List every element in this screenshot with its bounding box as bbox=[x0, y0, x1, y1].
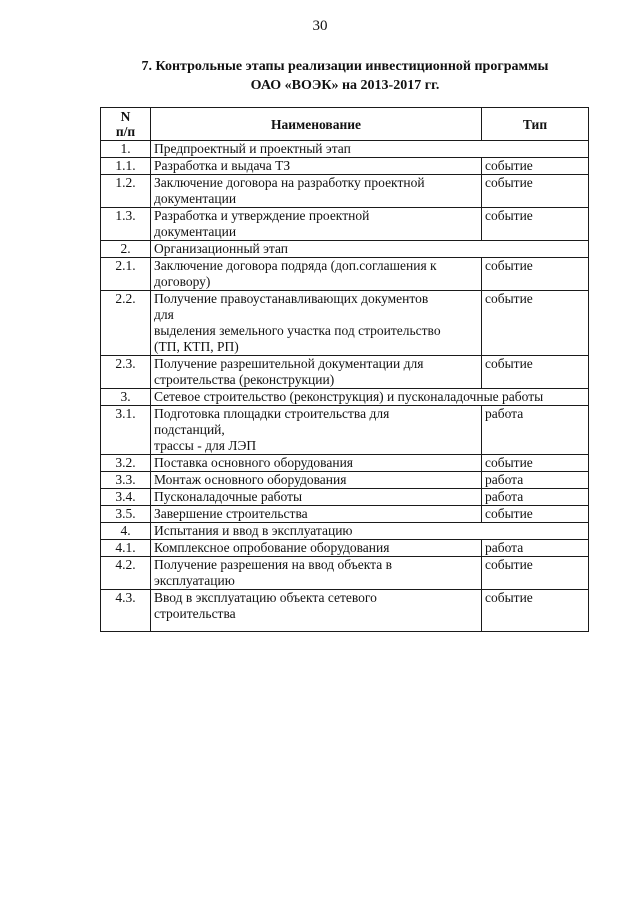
row-name-line: Организационный этап bbox=[154, 241, 289, 256]
row-type: событие bbox=[482, 356, 589, 389]
row-number: 3. bbox=[101, 389, 151, 406]
table-row bbox=[101, 208, 589, 241]
header-number-line-1: N bbox=[120, 109, 131, 124]
row-type: работа bbox=[482, 406, 589, 455]
row-type: событие bbox=[482, 175, 589, 208]
row-number: 4.2. bbox=[101, 557, 151, 590]
row-name bbox=[151, 489, 482, 506]
row-number: 3.4. bbox=[101, 489, 151, 506]
row-number: 4.3. bbox=[101, 590, 151, 632]
row-name bbox=[151, 241, 589, 258]
row-name-line: подстанций, bbox=[154, 422, 225, 437]
row-name bbox=[151, 590, 482, 632]
header-number-line-2: п/п bbox=[115, 124, 136, 139]
row-name-line: Получение правоустанавливающих документов bbox=[154, 291, 429, 306]
row-name bbox=[151, 208, 482, 241]
page-number: 30 bbox=[312, 18, 328, 34]
row-name bbox=[151, 455, 482, 472]
row-name-line: Разработка и выдача ТЗ bbox=[154, 158, 291, 173]
row-type: событие bbox=[482, 455, 589, 472]
row-name bbox=[151, 175, 482, 208]
row-name-line: для bbox=[154, 307, 174, 322]
row-name bbox=[151, 356, 482, 389]
row-number: 1. bbox=[101, 141, 151, 158]
row-type: событие bbox=[482, 291, 589, 356]
table-row bbox=[101, 489, 589, 506]
row-name-line: Завершение строительства bbox=[154, 506, 308, 521]
row-number: 3.1. bbox=[101, 406, 151, 455]
row-name bbox=[151, 523, 589, 540]
table-row bbox=[101, 523, 589, 540]
row-number: 2. bbox=[101, 241, 151, 258]
row-number: 2.1. bbox=[101, 258, 151, 291]
row-name bbox=[151, 258, 482, 291]
stages-table bbox=[100, 107, 589, 632]
row-number: 3.2. bbox=[101, 455, 151, 472]
row-name-line: Монтаж основного оборудования bbox=[154, 472, 347, 487]
row-name bbox=[151, 472, 482, 489]
row-name bbox=[151, 406, 482, 455]
table-row bbox=[101, 557, 589, 590]
table-row bbox=[101, 175, 589, 208]
row-name-line: выделения земельного участка под строительство bbox=[154, 323, 441, 338]
row-name bbox=[151, 506, 482, 523]
table-row bbox=[101, 540, 589, 557]
row-number: 3.3. bbox=[101, 472, 151, 489]
header-type: Тип bbox=[482, 108, 589, 141]
row-name bbox=[151, 141, 589, 158]
table-row bbox=[101, 356, 589, 389]
row-number: 3.5. bbox=[101, 506, 151, 523]
row-name-line: строительства (реконструкции) bbox=[154, 372, 335, 387]
row-number: 1.3. bbox=[101, 208, 151, 241]
row-name-line: Заключение договора подряда (доп.соглашения к bbox=[154, 258, 437, 273]
title-line-2: ОАО «ВОЭК» на 2013-2017 гг. bbox=[250, 78, 440, 93]
row-name bbox=[151, 557, 482, 590]
row-name-line: Пусконаладочные работы bbox=[154, 489, 303, 504]
table-row bbox=[101, 158, 589, 175]
table-row bbox=[101, 258, 589, 291]
row-name-line: документации bbox=[154, 191, 237, 206]
row-type: событие bbox=[482, 208, 589, 241]
row-number: 4. bbox=[101, 523, 151, 540]
title-line-1: 7. Контрольные этапы реализации инвестиционной программы bbox=[141, 59, 549, 74]
row-type: событие bbox=[482, 590, 589, 632]
row-name bbox=[151, 291, 482, 356]
table-header-row bbox=[101, 108, 589, 141]
table-row bbox=[101, 241, 589, 258]
row-name bbox=[151, 389, 589, 406]
table-row bbox=[101, 590, 589, 632]
row-name bbox=[151, 540, 482, 557]
row-number: 2.2. bbox=[101, 291, 151, 356]
row-type: работа bbox=[482, 540, 589, 557]
row-name-line: Заключение договора на разработку проектной bbox=[154, 175, 425, 190]
row-number: 4.1. bbox=[101, 540, 151, 557]
table-row bbox=[101, 406, 589, 455]
row-name-line: Ввод в эксплуатацию объекта сетевого bbox=[154, 590, 377, 605]
row-name-line: трассы - для ЛЭП bbox=[154, 438, 257, 453]
row-name-line: Предпроектный и проектный этап bbox=[154, 141, 351, 156]
row-type: событие bbox=[482, 258, 589, 291]
page-title bbox=[100, 57, 590, 95]
table-body bbox=[101, 141, 589, 632]
row-type: событие bbox=[482, 557, 589, 590]
table-row bbox=[101, 291, 589, 356]
table-row bbox=[101, 389, 589, 406]
table-row bbox=[101, 141, 589, 158]
row-name-line: (ТП, КТП, РП) bbox=[154, 339, 239, 354]
row-name-line: Комплексное опробование оборудования bbox=[154, 540, 390, 555]
table-row bbox=[101, 472, 589, 489]
row-name-line: Подготовка площадки строительства для bbox=[154, 406, 390, 421]
row-number: 2.3. bbox=[101, 356, 151, 389]
row-number: 1.2. bbox=[101, 175, 151, 208]
row-name-line: эксплуатацию bbox=[154, 573, 235, 588]
row-name-line: Разработка и утверждение проектной bbox=[154, 208, 370, 223]
row-number: 1.1. bbox=[101, 158, 151, 175]
header-number bbox=[101, 108, 151, 141]
row-type: событие bbox=[482, 506, 589, 523]
row-name-line: Поставка основного оборудования bbox=[154, 455, 354, 470]
row-name-line: Получение разрешения на ввод объекта в bbox=[154, 557, 392, 572]
row-name-line: договору) bbox=[154, 274, 211, 289]
row-name bbox=[151, 158, 482, 175]
row-name-line: документации bbox=[154, 224, 237, 239]
table-row bbox=[101, 506, 589, 523]
row-type: событие bbox=[482, 158, 589, 175]
table-row bbox=[101, 455, 589, 472]
row-name-line: строительства bbox=[154, 606, 236, 621]
row-type: работа bbox=[482, 472, 589, 489]
row-name-line: Сетевое строительство (реконструкция) и пусконаладочные работы bbox=[154, 389, 544, 404]
row-name-line: Испытания и ввод в эксплуатацию bbox=[154, 523, 353, 538]
row-type: работа bbox=[482, 489, 589, 506]
row-name-line: Получение разрешительной документации для bbox=[154, 356, 424, 371]
header-name: Наименование bbox=[151, 108, 482, 141]
